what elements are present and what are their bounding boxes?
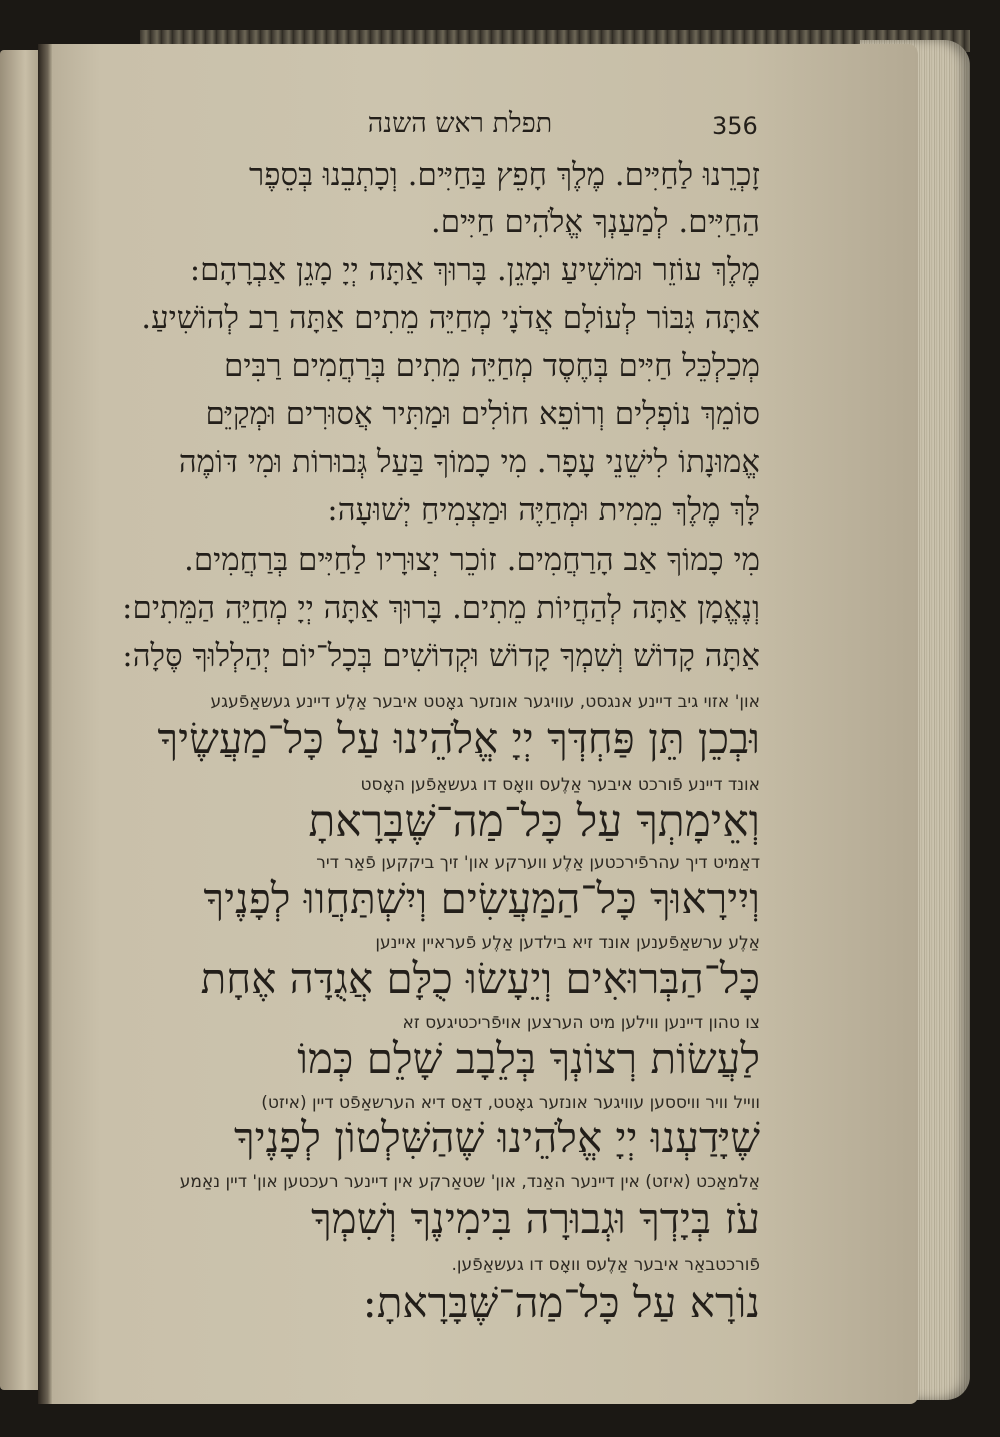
yiddish-gloss-line: דאַמיט דיך עהרפֿירכטען אַלֶע ווערקע און' זיך ביקקען פֿאַר דיר — [316, 853, 760, 873]
yiddish-gloss-line: צו טהון דיינען ווילען מיט הערצען אויפֿריכטיגעס זא — [402, 1013, 760, 1033]
page-header-title: תפלת ראש השנה — [367, 108, 553, 139]
prayer-line: אֱמוּנָתוֹ לִישֵׁנֵי עָפָר. מִי כָמוֹךָ בַּעַל גְּבוּרוֹת וּמִי דּוֹמֶה — [178, 444, 760, 480]
prayer-line: מְכַלְכֵּל חַיִּים בְּחֶסֶד מְחַיֵּה מֵתִים בְּרַחֲמִים רַבִּים — [223, 348, 760, 384]
yiddish-gloss-line: אונד דיינע פֿורכט איבער אַלֶעס וואָס דו געשאַפֿען האָסט — [360, 775, 760, 795]
hebrew-large-line: כָּל־הַבְּרוּאִים וְיֵעָשׂוּ כֻלָּם אֲגֻדָּה אֶחָת — [200, 954, 760, 1003]
prayer-line: אַתָּה קָדוֹשׁ וְשִׁמְךָ קָדוֹשׁ וּקְדוֹשִׁים בְּכָל־יוֹם יְהַלְלוּךָ סֶּלָה: — [122, 638, 760, 674]
facing-page-edge — [0, 50, 42, 1390]
prayer-line: אַתָּה גִּבּוֹר לְעוֹלָם אֲדֹנָי מְחַיֵּה מֵתִים אַתָּה רַב לְהוֹשִׁיעַ. — [141, 300, 760, 336]
yiddish-gloss-line: פֿורכטבאַר איבער אַלֶעס וואָס דו געשאַפֿען. — [451, 1255, 760, 1275]
hebrew-large-line: וְיִירָאוּךָ כָּל־הַמַּעֲשִׂים וְיִשְׁתַּחֲווּ לְפָנֶיךָ — [203, 874, 760, 923]
prayer-line: סוֹמֵךְ נוֹפְלִים וְרוֹפֵא חוֹלִים וּמַתִּיר אֲסוּרִים וּמְקַיֵּם — [205, 396, 760, 432]
hebrew-large-line: לַעֲשׂוֹת רְצוֹנְךָ בְּלֵבָב שָׁלֵם כְּמוֹ — [297, 1034, 760, 1083]
prayer-line: לָּךְ מֶלֶךְ מֵמִית וּמְחַיֶּה וּמַצְמִיחַ יְשׁוּעָה: — [327, 492, 760, 528]
hebrew-large-line: שֶׁיָּדַעְנוּ יְיָ אֱלֹהֵינוּ שֶׁהַשִּׁלְטוֹן לְפָנֶיךָ — [233, 1113, 760, 1162]
yiddish-gloss-line: און' אזוי גיב דיינע אנגסט, עוויגער אונזער גאָטט איבער אַלֶע דיינע געשאַפֿעגע — [210, 692, 760, 712]
yiddish-gloss-line: ווייל וויר וויססען עוויגער אונזער גאָטט, דאַס דיא הערשאַפֿט דיין (איזט) — [261, 1093, 760, 1113]
prayer-line: זָכְרֵנוּ לַחַיִּים. מֶלֶךְ חָפֵץ בַּחַיִּים. וְכָתְבֵנוּ בְּסֵפֶר — [248, 157, 760, 193]
prayer-line: מִי כָמוֹךָ אַב הָרַחֲמִים. זוֹכֵר יְצוּרָיו לַחַיִּים בְּרַחֲמִים. — [183, 542, 760, 578]
yiddish-gloss-line: אַלֶע ערשאַפֿענען אונד זיא בילדען אַלֶע פֿעראיין איינען — [375, 933, 760, 953]
book-gutter — [38, 44, 52, 1404]
prayer-line: וְנֶאֱמָן אַתָּה לְהַחֲיוֹת מֵתִים. בָּרוּךְ אַתָּה יְיָ מְחַיֵּה הַמֵּתִים: — [122, 590, 760, 626]
hebrew-large-line: עֹז בְּיָדְךָ וּגְבוּרָה בִּימִינֶךָ וְשִׁמְךָ — [311, 1194, 760, 1243]
page-number: 356 — [712, 112, 758, 140]
yiddish-gloss-line: אַלמאַכט (איזט) אין דיינער האַנד, און' שטאַרקע אין דיינער רעכטען און' דיין נאַמע — [179, 1172, 760, 1192]
hebrew-large-line: וּבְכֵן תֵּן פַּחְדְּךָ יְיָ אֱלֹהֵינוּ עַל כָּל־מַעֲשֶׂיךָ — [157, 714, 760, 763]
hebrew-large-line: נוֹרָא עַל כָּל־מַה־שֶּׁבָּרָאתָ: — [362, 1278, 760, 1327]
prayer-line: מֶלֶךְ עוֹזֵר וּמוֹשִׁיעַ וּמָגֵן. בָּרוּךְ אַתָּה יְיָ מָגֵן אַבְרָהָם: — [189, 252, 760, 288]
prayer-line: הַחַיִּים. לְמַעַנְךָ אֱלֹהִים חַיִּים. — [430, 204, 760, 240]
hebrew-large-line: וְאֵימָתְךָ עַל כָּל־מַה־שֶּׁבָּרָאתָ — [308, 796, 760, 847]
